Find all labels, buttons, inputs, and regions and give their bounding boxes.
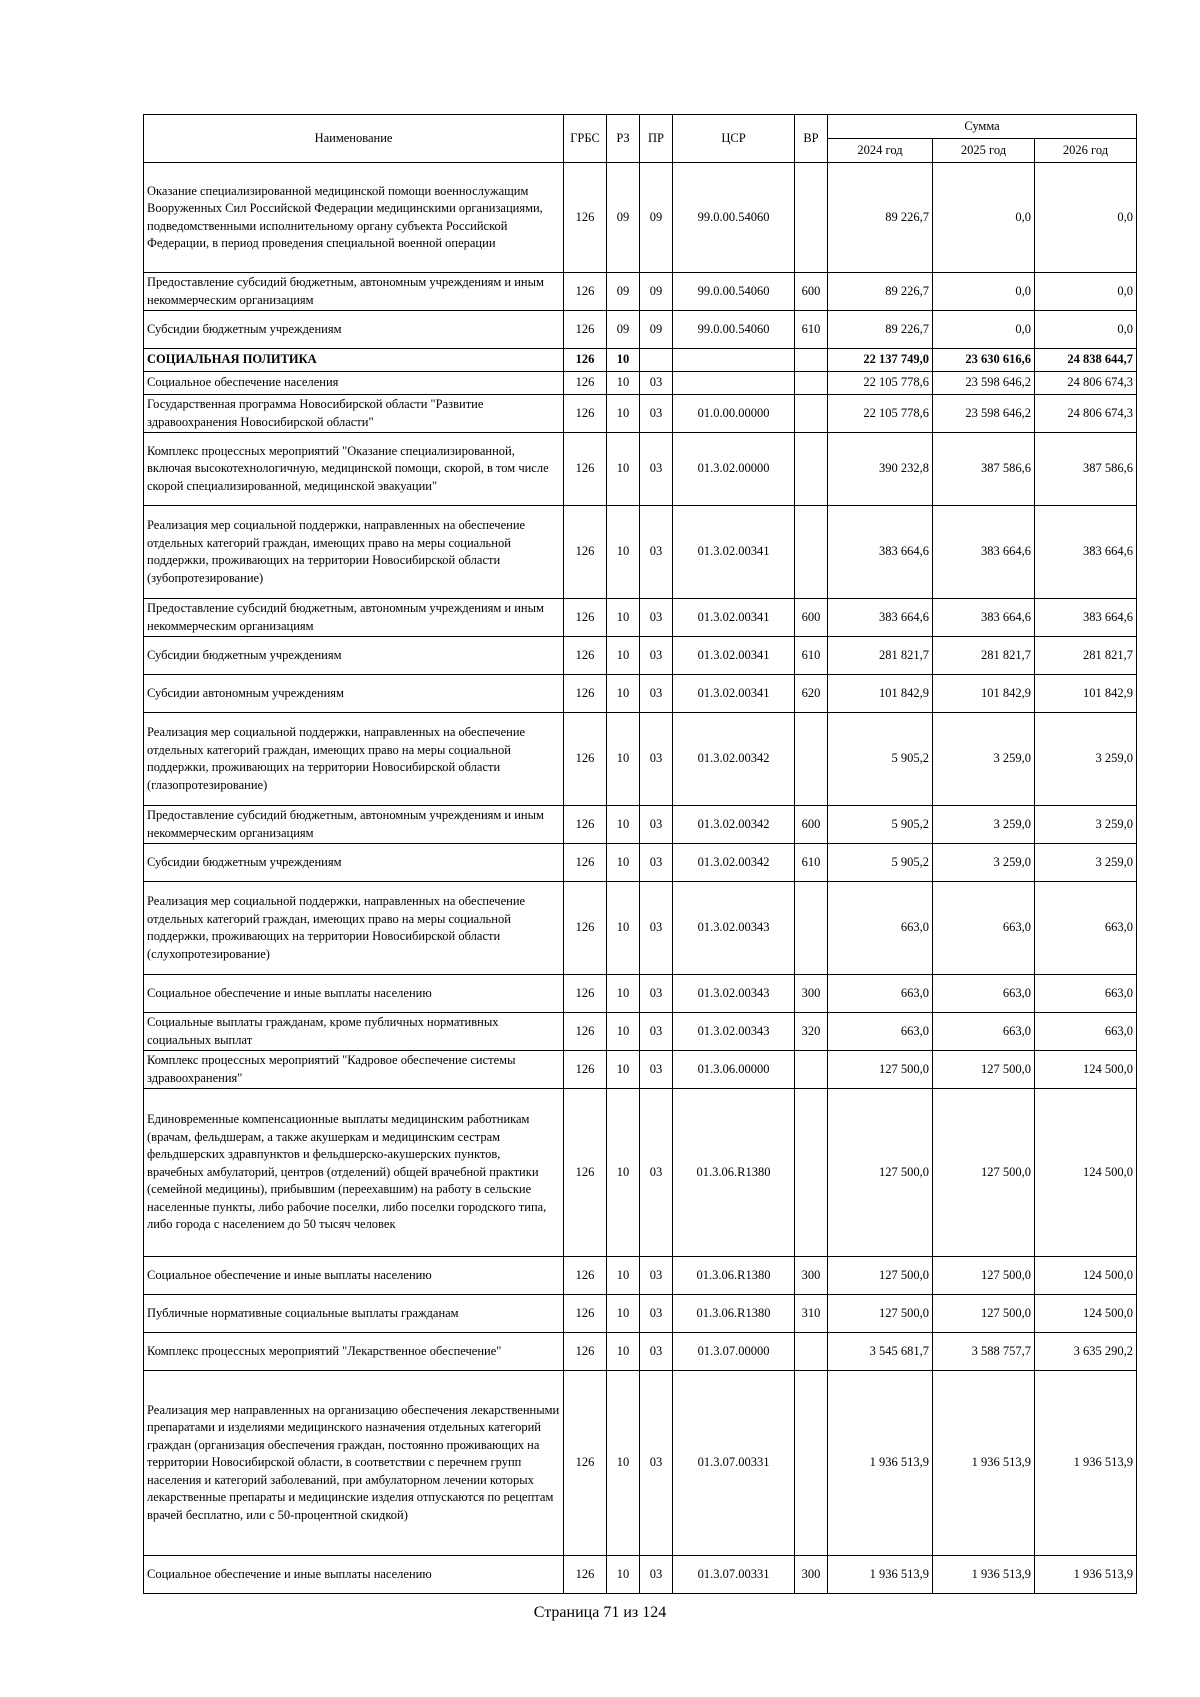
col-header-2026: 2026 год: [1035, 139, 1137, 163]
table-row: [144, 882, 1137, 975]
cell-csr: 01.3.07.00000: [673, 1333, 795, 1371]
cell-y2024: 127 500,0: [828, 1051, 933, 1089]
cell-y2024: 89 226,7: [828, 311, 933, 349]
cell-rz: 10: [607, 713, 640, 806]
cell-y2025: 23 598 646,2: [933, 395, 1035, 433]
table-row: [144, 372, 1137, 395]
cell-y2026: 663,0: [1035, 1013, 1137, 1051]
cell-y2025: 3 259,0: [933, 713, 1035, 806]
table-row: [144, 1089, 1137, 1257]
cell-csr: 99.0.00.54060: [673, 311, 795, 349]
cell-y2024: 3 545 681,7: [828, 1333, 933, 1371]
cell-name: Субсидии бюджетным учреждениям: [144, 637, 564, 675]
cell-y2024: 383 664,6: [828, 599, 933, 637]
cell-y2025: 127 500,0: [933, 1089, 1035, 1257]
cell-y2026: 0,0: [1035, 273, 1137, 311]
cell-y2025: 0,0: [933, 273, 1035, 311]
table-row: [144, 637, 1137, 675]
cell-vr: [795, 1051, 828, 1089]
cell-name: Публичные нормативные социальные выплаты гражданам: [144, 1295, 564, 1333]
cell-vr: [795, 349, 828, 372]
cell-csr: 01.0.00.00000: [673, 395, 795, 433]
table-row: [144, 844, 1137, 882]
cell-y2024: 1 936 513,9: [828, 1556, 933, 1594]
cell-csr: [673, 349, 795, 372]
cell-rz: 10: [607, 1371, 640, 1556]
cell-name: Предоставление субсидий бюджетным, автономным учреждениям и иным некоммерческим организациям: [144, 599, 564, 637]
cell-name: Социальное обеспечение и иные выплаты населению: [144, 1257, 564, 1295]
cell-vr: 300: [795, 975, 828, 1013]
cell-y2024: 127 500,0: [828, 1089, 933, 1257]
cell-csr: 01.3.02.00342: [673, 713, 795, 806]
cell-csr: 01.3.02.00341: [673, 675, 795, 713]
table-row: [144, 1371, 1137, 1556]
cell-grbs: 126: [564, 1295, 607, 1333]
cell-csr: 01.3.02.00341: [673, 506, 795, 599]
cell-y2026: 0,0: [1035, 163, 1137, 273]
cell-grbs: 126: [564, 844, 607, 882]
cell-grbs: 126: [564, 433, 607, 506]
cell-name: Субсидии бюджетным учреждениям: [144, 844, 564, 882]
cell-rz: 10: [607, 1257, 640, 1295]
cell-pr: 03: [640, 1257, 673, 1295]
cell-rz: 09: [607, 163, 640, 273]
cell-rz: 09: [607, 273, 640, 311]
table-row: [144, 1051, 1137, 1089]
cell-csr: 01.3.02.00343: [673, 975, 795, 1013]
cell-y2026: 124 500,0: [1035, 1257, 1137, 1295]
col-header-grbs: ГРБС: [564, 115, 607, 163]
cell-name: Оказание специализированной медицинской помощи военнослужащим Вооруженных Сил Российской Федерации медицинскими организациями, подведомственными исполнительному органу субъекта Российской Федерации, в период проведения специальной военной операции: [144, 163, 564, 273]
cell-grbs: 126: [564, 1013, 607, 1051]
cell-rz: 10: [607, 637, 640, 675]
cell-vr: 600: [795, 273, 828, 311]
table-row: [144, 395, 1137, 433]
cell-grbs: 126: [564, 395, 607, 433]
cell-rz: 10: [607, 395, 640, 433]
cell-csr: 01.3.02.00342: [673, 844, 795, 882]
cell-rz: 10: [607, 372, 640, 395]
cell-rz: 09: [607, 311, 640, 349]
cell-pr: 03: [640, 599, 673, 637]
cell-rz: 10: [607, 1295, 640, 1333]
col-header-2025: 2025 год: [933, 139, 1035, 163]
cell-y2026: 3 259,0: [1035, 844, 1137, 882]
cell-y2024: 281 821,7: [828, 637, 933, 675]
cell-grbs: 126: [564, 1556, 607, 1594]
cell-name: СОЦИАЛЬНАЯ ПОЛИТИКА: [144, 349, 564, 372]
cell-rz: 10: [607, 506, 640, 599]
cell-pr: 03: [640, 395, 673, 433]
cell-y2025: 3 259,0: [933, 806, 1035, 844]
cell-csr: 01.3.02.00342: [673, 806, 795, 844]
cell-y2025: 0,0: [933, 163, 1035, 273]
cell-y2025: 663,0: [933, 882, 1035, 975]
cell-rz: 10: [607, 1013, 640, 1051]
col-header-sum: Сумма: [828, 115, 1137, 139]
cell-grbs: 126: [564, 163, 607, 273]
cell-csr: [673, 372, 795, 395]
cell-vr: [795, 163, 828, 273]
cell-grbs: 126: [564, 1333, 607, 1371]
cell-y2025: 281 821,7: [933, 637, 1035, 675]
table-row: [144, 1333, 1137, 1371]
cell-pr: 03: [640, 882, 673, 975]
cell-vr: [795, 1371, 828, 1556]
cell-csr: 01.3.07.00331: [673, 1556, 795, 1594]
cell-y2026: 3 259,0: [1035, 713, 1137, 806]
cell-y2026: 124 500,0: [1035, 1295, 1137, 1333]
table-row: [144, 1013, 1137, 1051]
table-body: [144, 163, 1137, 1594]
cell-name: Социальные выплаты гражданам, кроме публичных нормативных социальных выплат: [144, 1013, 564, 1051]
col-header-name: Наименование: [144, 115, 564, 163]
col-header-2024: 2024 год: [828, 139, 933, 163]
cell-rz: 10: [607, 433, 640, 506]
cell-grbs: 126: [564, 1051, 607, 1089]
cell-y2025: 0,0: [933, 311, 1035, 349]
cell-pr: 03: [640, 1013, 673, 1051]
cell-rz: 10: [607, 806, 640, 844]
cell-rz: 10: [607, 1333, 640, 1371]
cell-y2026: 3 635 290,2: [1035, 1333, 1137, 1371]
cell-y2025: 23 598 646,2: [933, 372, 1035, 395]
cell-pr: [640, 349, 673, 372]
cell-name: Реализация мер социальной поддержки, направленных на обеспечение отдельных категорий граждан, имеющих право на меры социальной поддержки, проживающих на территории Новосибирской области (слухопротезирование): [144, 882, 564, 975]
table-row: [144, 1295, 1137, 1333]
cell-grbs: 126: [564, 1089, 607, 1257]
cell-y2025: 387 586,6: [933, 433, 1035, 506]
cell-csr: 01.3.06.R1380: [673, 1295, 795, 1333]
cell-pr: 09: [640, 311, 673, 349]
cell-pr: 03: [640, 675, 673, 713]
table-row: [144, 273, 1137, 311]
table-row: [144, 349, 1137, 372]
cell-y2025: 1 936 513,9: [933, 1371, 1035, 1556]
table-row: [144, 311, 1137, 349]
cell-pr: 03: [640, 1051, 673, 1089]
cell-csr: 01.3.06.R1380: [673, 1257, 795, 1295]
cell-y2024: 89 226,7: [828, 273, 933, 311]
col-header-vr: ВР: [795, 115, 828, 163]
cell-y2025: 663,0: [933, 975, 1035, 1013]
cell-y2024: 89 226,7: [828, 163, 933, 273]
cell-csr: 99.0.00.54060: [673, 273, 795, 311]
cell-name: Социальное обеспечение и иные выплаты населению: [144, 1556, 564, 1594]
cell-y2026: 1 936 513,9: [1035, 1371, 1137, 1556]
cell-vr: 620: [795, 675, 828, 713]
cell-csr: 01.3.06.00000: [673, 1051, 795, 1089]
cell-vr: [795, 713, 828, 806]
cell-pr: 09: [640, 273, 673, 311]
cell-grbs: 126: [564, 1257, 607, 1295]
cell-vr: 610: [795, 637, 828, 675]
cell-y2026: 387 586,6: [1035, 433, 1137, 506]
cell-name: Комплекс процессных мероприятий "Оказание специализированной, включая высокотехнологичную, медицинской помощи, скорой, в том числе скорой специализированной, медицинской эвакуации": [144, 433, 564, 506]
cell-y2024: 5 905,2: [828, 713, 933, 806]
cell-grbs: 126: [564, 273, 607, 311]
cell-y2026: 24 806 674,3: [1035, 372, 1137, 395]
cell-pr: 03: [640, 506, 673, 599]
cell-csr: 01.3.02.00000: [673, 433, 795, 506]
cell-vr: [795, 1333, 828, 1371]
cell-y2025: 101 842,9: [933, 675, 1035, 713]
cell-vr: 310: [795, 1295, 828, 1333]
cell-name: Единовременные компенсационные выплаты медицинским работникам (врачам, фельдшерам, а также акушеркам и медицинским сестрам фельдшерских здравпунктов и фельдшерско-акушерских пунктов, врачебных амбулаторий, центров (отделений) общей врачебной практики (семейной медицины), прибывшим (переехавшим) на работу в сельские населенные пункты, либо рабочие поселки, либо поселки городского типа, либо города с населением до 50 тысяч человек: [144, 1089, 564, 1257]
cell-name: Предоставление субсидий бюджетным, автономным учреждениям и иным некоммерческим организациям: [144, 806, 564, 844]
cell-pr: 03: [640, 1333, 673, 1371]
cell-pr: 03: [640, 844, 673, 882]
cell-name: Реализация мер социальной поддержки, направленных на обеспечение отдельных категорий граждан, имеющих право на меры социальной поддержки, проживающих на территории Новосибирской области (глазопротезирование): [144, 713, 564, 806]
cell-pr: 03: [640, 1556, 673, 1594]
cell-csr: 01.3.07.00331: [673, 1371, 795, 1556]
cell-y2026: 101 842,9: [1035, 675, 1137, 713]
cell-pr: 03: [640, 806, 673, 844]
cell-rz: 10: [607, 349, 640, 372]
cell-vr: [795, 882, 828, 975]
cell-y2025: 127 500,0: [933, 1295, 1035, 1333]
cell-y2025: 3 259,0: [933, 844, 1035, 882]
cell-name: Предоставление субсидий бюджетным, автономным учреждениям и иным некоммерческим организациям: [144, 273, 564, 311]
page-number: Страница 71 из 124: [533, 1604, 667, 1621]
cell-vr: [795, 1089, 828, 1257]
cell-y2025: 383 664,6: [933, 506, 1035, 599]
col-header-rz: РЗ: [607, 115, 640, 163]
cell-grbs: 126: [564, 599, 607, 637]
cell-y2026: 663,0: [1035, 975, 1137, 1013]
cell-y2025: 127 500,0: [933, 1051, 1035, 1089]
cell-y2024: 663,0: [828, 975, 933, 1013]
cell-name: Реализация мер социальной поддержки, направленных на обеспечение отдельных категорий граждан, имеющих право на меры социальной поддержки, проживающих на территории Новосибирской области (зубопротезирование): [144, 506, 564, 599]
cell-name: Реализация мер направленных на организацию обеспечения лекарственными препаратами и изделиями медицинского назначения отдельных категорий граждан (организация обеспечения граждан, постоянно проживающих на территории Новосибирской области, в соответствии с перечнем групп населения и категорий заболеваний, при амбулаторном лечении которых лекарственные препараты и медицинские изделия отпускаются по рецептам врачей бесплатно, или с 50-процентной скидкой): [144, 1371, 564, 1556]
cell-pr: 03: [640, 372, 673, 395]
cell-y2024: 22 105 778,6: [828, 395, 933, 433]
cell-y2024: 127 500,0: [828, 1257, 933, 1295]
cell-y2025: 383 664,6: [933, 599, 1035, 637]
cell-y2024: 663,0: [828, 1013, 933, 1051]
cell-y2026: 124 500,0: [1035, 1051, 1137, 1089]
cell-csr: 01.3.02.00343: [673, 882, 795, 975]
cell-y2025: 3 588 757,7: [933, 1333, 1035, 1371]
cell-vr: [795, 433, 828, 506]
cell-csr: 01.3.02.00341: [673, 637, 795, 675]
cell-y2026: 3 259,0: [1035, 806, 1137, 844]
cell-y2025: 663,0: [933, 1013, 1035, 1051]
cell-y2024: 101 842,9: [828, 675, 933, 713]
cell-pr: 09: [640, 163, 673, 273]
cell-y2026: 1 936 513,9: [1035, 1556, 1137, 1594]
cell-y2024: 390 232,8: [828, 433, 933, 506]
table-row: [144, 1556, 1137, 1594]
cell-y2026: 281 821,7: [1035, 637, 1137, 675]
cell-y2024: 127 500,0: [828, 1295, 933, 1333]
cell-y2024: 5 905,2: [828, 806, 933, 844]
cell-y2025: 127 500,0: [933, 1257, 1035, 1295]
cell-rz: 10: [607, 599, 640, 637]
table-row: [144, 975, 1137, 1013]
cell-csr: 01.3.02.00341: [673, 599, 795, 637]
cell-pr: 03: [640, 1371, 673, 1556]
cell-grbs: 126: [564, 713, 607, 806]
cell-vr: [795, 395, 828, 433]
table-row: [144, 433, 1137, 506]
cell-grbs: 126: [564, 372, 607, 395]
table-row: [144, 675, 1137, 713]
table-row: [144, 506, 1137, 599]
cell-vr: 320: [795, 1013, 828, 1051]
cell-name: Комплекс процессных мероприятий "Лекарственное обеспечение": [144, 1333, 564, 1371]
cell-name: Государственная программа Новосибирской области "Развитие здравоохранения Новосибирской области": [144, 395, 564, 433]
cell-vr: 600: [795, 806, 828, 844]
cell-y2024: 663,0: [828, 882, 933, 975]
cell-rz: 10: [607, 1556, 640, 1594]
cell-vr: [795, 372, 828, 395]
cell-name: Социальное обеспечение населения: [144, 372, 564, 395]
budget-table: [143, 114, 1137, 1594]
cell-rz: 10: [607, 675, 640, 713]
table-row: [144, 713, 1137, 806]
cell-pr: 03: [640, 433, 673, 506]
cell-name: Субсидии бюджетным учреждениям: [144, 311, 564, 349]
cell-y2026: 383 664,6: [1035, 599, 1137, 637]
cell-vr: [795, 506, 828, 599]
cell-name: Комплекс процессных мероприятий "Кадровое обеспечение системы здравоохранения": [144, 1051, 564, 1089]
table-row: [144, 1257, 1137, 1295]
cell-y2024: 22 105 778,6: [828, 372, 933, 395]
cell-pr: 03: [640, 1089, 673, 1257]
cell-y2024: 22 137 749,0: [828, 349, 933, 372]
cell-y2026: 24 838 644,7: [1035, 349, 1137, 372]
cell-grbs: 126: [564, 806, 607, 844]
table-row: [144, 599, 1137, 637]
cell-y2026: 24 806 674,3: [1035, 395, 1137, 433]
cell-rz: 10: [607, 1089, 640, 1257]
cell-y2025: 23 630 616,6: [933, 349, 1035, 372]
col-header-pr: ПР: [640, 115, 673, 163]
cell-csr: 01.3.02.00343: [673, 1013, 795, 1051]
cell-vr: 300: [795, 1257, 828, 1295]
table-header: [144, 115, 1137, 163]
cell-grbs: 126: [564, 311, 607, 349]
cell-grbs: 126: [564, 1371, 607, 1556]
cell-csr: 99.0.00.54060: [673, 163, 795, 273]
cell-rz: 10: [607, 975, 640, 1013]
cell-pr: 03: [640, 1295, 673, 1333]
table-row: [144, 163, 1137, 273]
cell-y2024: 1 936 513,9: [828, 1371, 933, 1556]
cell-rz: 10: [607, 1051, 640, 1089]
cell-name: Субсидии автономным учреждениям: [144, 675, 564, 713]
cell-vr: 300: [795, 1556, 828, 1594]
cell-pr: 03: [640, 713, 673, 806]
cell-grbs: 126: [564, 882, 607, 975]
cell-vr: 610: [795, 844, 828, 882]
cell-grbs: 126: [564, 675, 607, 713]
cell-grbs: 126: [564, 506, 607, 599]
cell-vr: 600: [795, 599, 828, 637]
cell-pr: 03: [640, 637, 673, 675]
cell-name: Социальное обеспечение и иные выплаты населению: [144, 975, 564, 1013]
cell-rz: 10: [607, 844, 640, 882]
col-header-csr: ЦСР: [673, 115, 795, 163]
cell-y2026: 663,0: [1035, 882, 1137, 975]
cell-grbs: 126: [564, 637, 607, 675]
cell-y2024: 5 905,2: [828, 844, 933, 882]
cell-y2026: 383 664,6: [1035, 506, 1137, 599]
cell-csr: 01.3.06.R1380: [673, 1089, 795, 1257]
cell-y2026: 0,0: [1035, 311, 1137, 349]
cell-y2024: 383 664,6: [828, 506, 933, 599]
cell-y2025: 1 936 513,9: [933, 1556, 1035, 1594]
cell-y2026: 124 500,0: [1035, 1089, 1137, 1257]
cell-grbs: 126: [564, 975, 607, 1013]
cell-pr: 03: [640, 975, 673, 1013]
table-row: [144, 806, 1137, 844]
cell-grbs: 126: [564, 349, 607, 372]
cell-rz: 10: [607, 882, 640, 975]
cell-vr: 610: [795, 311, 828, 349]
